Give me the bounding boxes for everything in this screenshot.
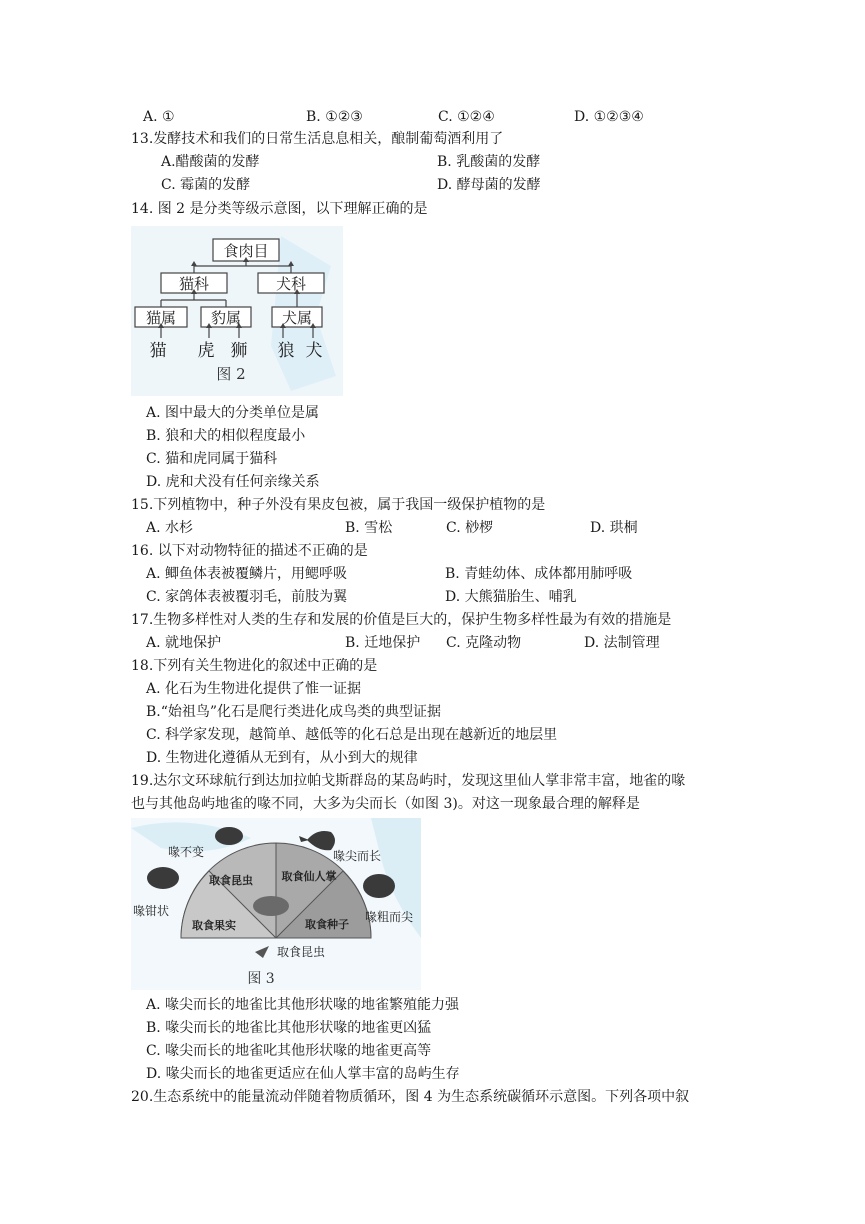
q18-stem: 18.下列有关生物进化的叙述中正确的是 [131, 658, 378, 674]
q12-option-a: A. ① [143, 109, 175, 125]
label-genus-dog: 犬属 [281, 309, 313, 327]
q17-stem: 17.生物多样性对人类的生存和发展的价值是巨大的，保护生物多样性最为有效的措施是 [131, 612, 672, 628]
figure-3-finch-beaks [131, 818, 421, 990]
label-eat-insects-bottom: 取食昆虫 [276, 945, 326, 959]
q16-option-d: D. 大熊猫胎生、哺乳 [445, 589, 577, 605]
q15-stem: 15.下列植物中，种子外没有果皮包被，属于我国一级保护植物的是 [131, 497, 546, 513]
figure-2-classification-diagram [131, 226, 343, 396]
bird-head-icon [147, 867, 179, 889]
q13-stem: 13.发酵技术和我们的日常生活息息相关，酿制葡萄酒利用了 [131, 131, 504, 147]
label-beak-pointed-long: 喙尖而长 [332, 849, 382, 863]
label-cat: 猫 [149, 341, 167, 361]
q14-stem: 14. 图 2 是分类等级示意图，以下理解正确的是 [131, 201, 428, 217]
q19-stem-line1: 19.达尔文环球航行到达加拉帕戈斯群岛的某岛屿时，发现这里仙人掌非常丰富，地雀的喙 [131, 773, 686, 789]
q13-option-a: A.醋酸菌的发酵 [161, 154, 260, 170]
q19-option-b: B. 喙尖而长的地雀比其他形状喙的地雀更凶猛 [146, 1020, 432, 1036]
bird-head-icon [363, 874, 395, 898]
q19-option-c: C. 喙尖而长的地雀叱其他形状喙的地雀更高等 [146, 1043, 432, 1059]
label-genus-leopard: 豹属 [210, 309, 242, 327]
q13-option-b: B. 乳酸菌的发酵 [437, 154, 541, 170]
label-eat-cactus: 取食仙人掌 [281, 870, 337, 883]
q14-option-c: C. 猫和虎同属于猫科 [146, 451, 278, 467]
label-beak-clamp: 喙钳状 [132, 904, 170, 918]
q14-option-d: D. 虎和犬没有任何亲缘关系 [146, 474, 320, 490]
q18-option-c: C. 科学家发现，越简单、越低等的化石总是出现在越新近的地层里 [146, 727, 558, 743]
q15-option-b: B. 雪松 [345, 520, 393, 536]
q12-option-d: D. ①②③④ [574, 109, 644, 125]
label-beak-thick-pointed: 喙粗而尖 [364, 910, 414, 924]
label-eat-fruit: 取食果实 [192, 919, 236, 932]
q12-option-c: C. ①②④ [438, 109, 495, 125]
q18-option-a: A. 化石为生物进化提供了惟一证据 [146, 681, 362, 697]
q15-option-c: C. 桫椤 [446, 520, 494, 536]
q20-stem: 20.生态系统中的能量流动伴随着物质循环，图 4 为生态系统碳循环示意图。下列各项中叙 [131, 1089, 690, 1105]
q12-option-b: B. ①②③ [306, 109, 363, 125]
q16-stem: 16. 以下对动物特征的描述不正确的是 [131, 543, 368, 559]
q16-option-c: C. 家鸽体表被覆羽毛，前肢为翼 [146, 589, 348, 605]
label-eat-insects-top: 取食昆虫 [209, 874, 253, 887]
label-eat-seeds: 取食种子 [305, 918, 349, 931]
q17-option-a: A. 就地保护 [146, 635, 222, 651]
q13-option-c: C. 霉菌的发酵 [161, 177, 251, 193]
q19-stem-line2: 也与其他岛屿地雀的喙不同，大多为尖而长（如图 3)。对这一现象最合理的解释是 [131, 796, 640, 812]
q19-option-a: A. 喙尖而长的地雀比其他形状喙的地雀繁殖能力强 [146, 997, 460, 1013]
label-dog: 犬 [305, 341, 323, 361]
q14-option-a: A. 图中最大的分类单位是属 [146, 405, 320, 421]
figure-3-caption: 图 3 [247, 971, 275, 987]
label-genus-cat: 猫属 [145, 309, 177, 327]
q17-option-d: D. 法制管理 [584, 635, 660, 651]
figure-2-caption: 图 2 [216, 365, 246, 383]
q17-option-c: C. 克隆动物 [446, 635, 522, 651]
q15-option-a: A. 水杉 [146, 520, 194, 536]
q13-option-d: D. 酵母菌的发酵 [437, 177, 541, 193]
label-lion: 狮 [230, 341, 248, 361]
q18-option-d: D. 生物进化遵循从无到有，从小到大的规律 [146, 750, 418, 766]
label-order: 食肉目 [223, 242, 269, 260]
q16-option-a: A. 鲫鱼体表被覆鳞片，用鳃呼吸 [146, 566, 348, 582]
label-family-cat: 猫科 [178, 275, 210, 293]
q14-option-b: B. 狼和犬的相似程度最小 [146, 428, 306, 444]
q19-option-d: D. 喙尖而长的地雀更适应在仙人掌丰富的岛屿生存 [146, 1066, 460, 1082]
label-wolf: 狼 [277, 341, 295, 361]
q18-option-b: B.“始祖鸟”化石是爬行类进化成鸟类的典型证据 [146, 704, 442, 720]
label-beak-same: 喙不变 [167, 845, 205, 859]
label-family-dog: 犬科 [275, 275, 307, 293]
q15-option-d: D. 珙桐 [590, 520, 638, 536]
q17-option-b: B. 迁地保护 [345, 635, 421, 651]
label-tiger: 虎 [197, 341, 215, 361]
q16-option-b: B. 青蛙幼体、成体都用肺呼吸 [445, 566, 633, 582]
bird-head-icon [215, 827, 243, 845]
